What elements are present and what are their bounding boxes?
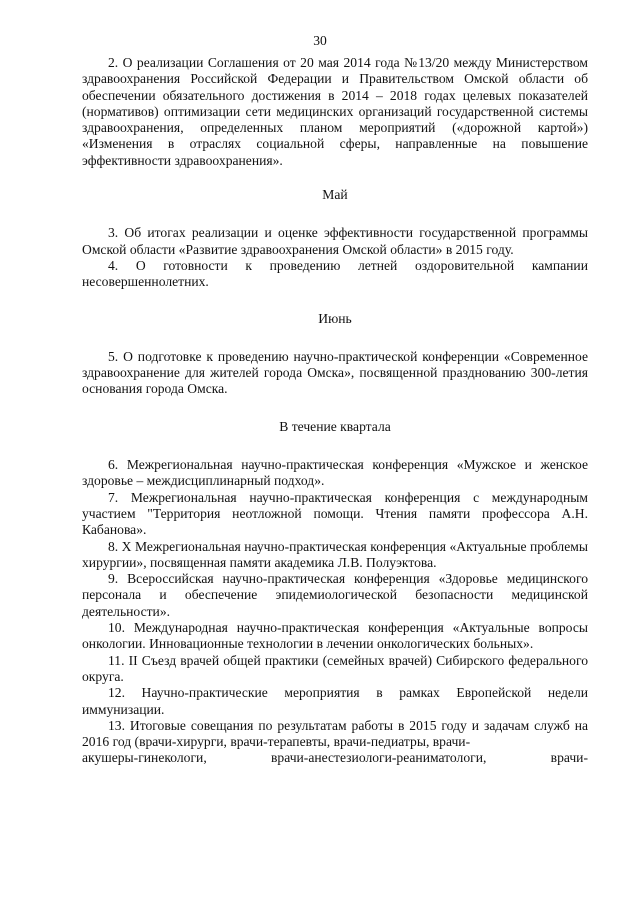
item-13: 13. Итоговые совещания по результатам работы в 2015 году и задачам служб на 2016 год (врачи-хирурги, врачи-терапевты, врачи-педиатры, врачи- xyxy=(82,717,588,750)
item-6: 6. Межрегиональная научно-практическая конференция «Мужское и женское здоровье – междисциплинарный подход». xyxy=(82,457,588,489)
item-12: 12. Научно-практические мероприятия в рамках Европейской недели иммунизации. xyxy=(82,685,588,717)
item-10: 10. Международная научно-практическая конференция «Актуальные вопросы онкологии. Инновационные технологии в лечении онкологических больных». xyxy=(82,620,588,652)
item-7: 7. Межрегиональная научно-практическая конференция с международным участием "Территория неотложной помощи. Чтения памяти профессора А.Н. Кабанова». xyxy=(82,489,588,538)
item-11: 11. II Съезд врачей общей практики (семейных врачей) Сибирского федерального округа. xyxy=(82,652,588,684)
heading-may: Май xyxy=(322,187,348,203)
item-4: 4. О готовности к проведению летней оздоровительной кампании несовершеннолетних. xyxy=(82,257,588,290)
item-9: 9. Всероссийская научно-практическая конференция «Здоровье медицинского персонала и обеспечение эпидемиологической безопасности медицинской деятельности». xyxy=(82,571,588,619)
document-body xyxy=(82,55,588,767)
heading-quarter: В течение квартала xyxy=(279,418,391,434)
item-3: 3. Об итогах реализации и оценке эффективности государственной программы Омской области «Развитие здравоохранения Омской области» в 2015 году. xyxy=(82,225,588,257)
page-number: 30 xyxy=(313,33,327,48)
item-8: 8. X Межрегиональная научно-практическая конференция «Актуальные проблемы хирургии», посвященная памяти академика Л.В. Полуэктова. xyxy=(82,538,588,570)
item-2: 2. О реализации Соглашения от 20 мая 2014 года №13/20 между Министерством здравоохранения Российской Федерации и Правительством Омской области об обеспечении обязательного достижения в 2014 – 2018 годах целевых показателей (нормативов) оптимизации сети медицинских организаций государственной системы здравоохранения, определенных планом мероприятий («дорожной картой») «Изменения в отраслях социальной сферы, направленные на повышение эффективности здравоохранения». xyxy=(82,55,588,168)
heading-june: Июнь xyxy=(318,310,352,326)
item-13-continuation: акушеры-гинекологи, врачи-анестезиологи-реаниматологи, врачи- xyxy=(82,750,588,766)
item-5: 5. О подготовке к проведению научно-практической конференции «Современное здравоохранение для жителей города Омска», посвященной празднованию 300-летия основания города Омска. xyxy=(82,348,588,397)
